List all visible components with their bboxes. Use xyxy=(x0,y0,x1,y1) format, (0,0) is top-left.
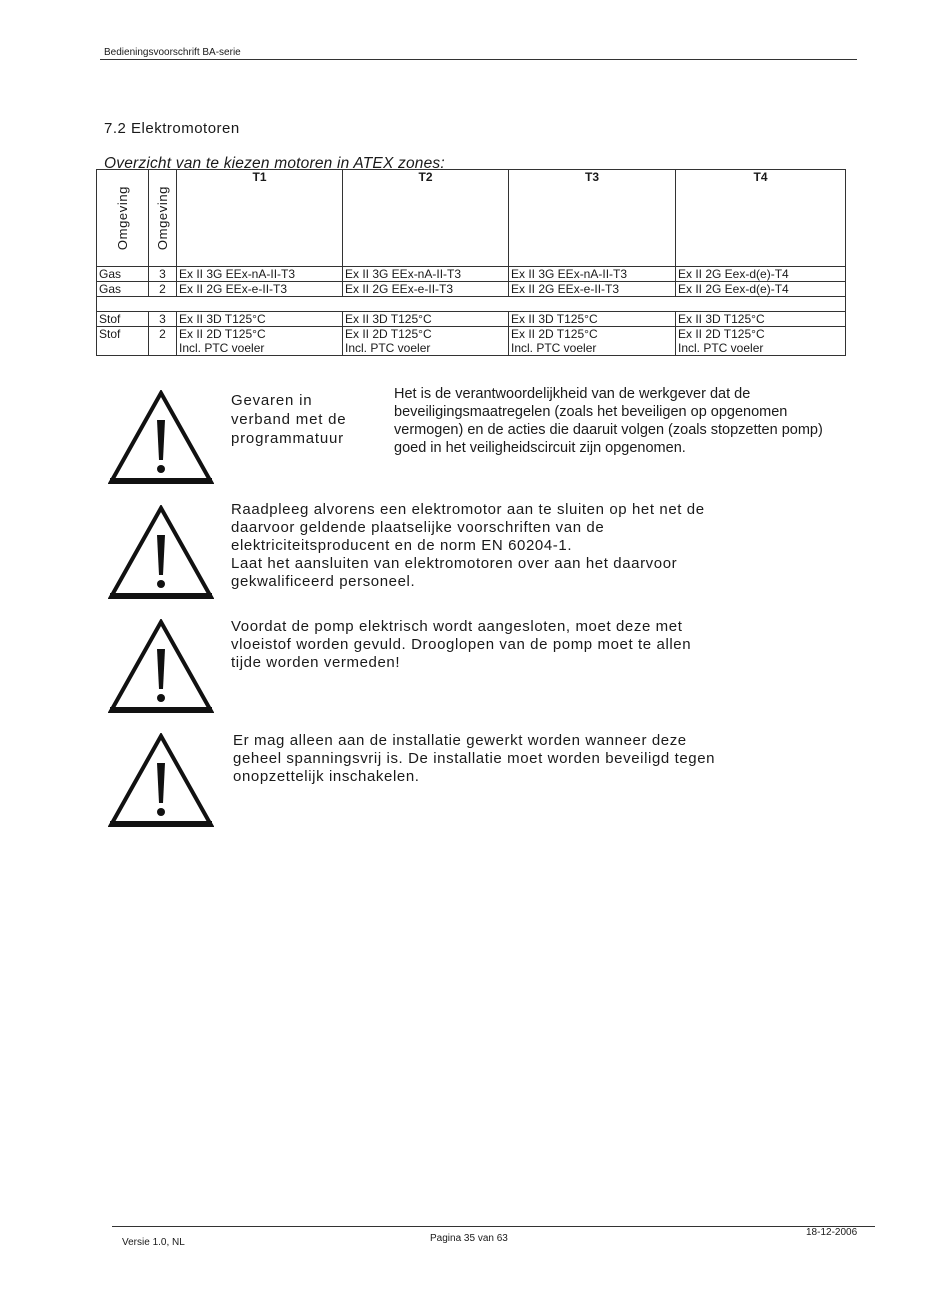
warning-triangle-icon xyxy=(108,505,214,600)
table-row xyxy=(97,312,846,327)
footer-version: Versie 1.0, NL xyxy=(122,1237,185,1248)
cell: Ex II 3D T125°C xyxy=(509,312,676,327)
row-env: Gas xyxy=(97,267,149,282)
warning-text-voltage-free: Er mag alleen aan de installatie gewerkt worden wanneer deze geheel spanningsvrij is. De installatie moet worden beveiligd tegen onopzettelijk inschakelen. xyxy=(233,732,716,785)
cell: Ex II 2D T125°C Incl. PTC voeler xyxy=(509,327,676,356)
warning-text-connection: Raadpleeg alvorens een elektromotor aan te sluiten op het net de daarvoor geldende plaatselijke voorschriften van de elektriciteitsproducent en de norm EN 60204-1. Laat het aansluiten van elektromotoren over aan het daarvoor gekwalificeerd personeel. xyxy=(231,501,705,590)
row-env: Stof xyxy=(97,327,149,356)
cell: Ex II 3G EEx-nA-II-T3 xyxy=(509,267,676,282)
cell: Ex II 2G EEx-e-II-T3 xyxy=(509,282,676,297)
spacer-cell xyxy=(97,297,846,312)
header-env1: Omgeving xyxy=(97,170,149,267)
overview-title: Overzicht van te kiezen motoren in ATEX zones: xyxy=(104,155,445,172)
cell: Ex II 3G EEx-nA-II-T3 xyxy=(343,267,509,282)
row-cat: 3 xyxy=(149,312,177,327)
cell: Ex II 2D T125°C Incl. PTC voeler xyxy=(343,327,509,356)
cell: Ex II 2G Eex-d(e)-T4 xyxy=(676,267,846,282)
warning-triangle-icon xyxy=(108,390,214,485)
warning-text-dry-run: Voordat de pomp elektrisch wordt aangesloten, moet deze met vloeistof worden gevuld. Drooglopen van de pomp moet te allen tijde worden vermeden! xyxy=(231,618,692,671)
page-header-title: Bedieningsvoorschrift BA-serie xyxy=(104,47,241,58)
atex-motor-table xyxy=(96,169,846,356)
row-cat: 2 xyxy=(149,282,177,297)
cell: Ex II 2G EEx-e-II-T3 xyxy=(177,282,343,297)
header-t1: T1 xyxy=(177,170,343,267)
cell: Ex II 3D T125°C xyxy=(676,312,846,327)
cell: Ex II 2G EEx-e-II-T3 xyxy=(343,282,509,297)
row-env: Gas xyxy=(97,282,149,297)
footer-page-number: Pagina 35 van 63 xyxy=(430,1233,508,1244)
warning-triangle-icon xyxy=(108,733,214,828)
cell: Ex II 3D T125°C xyxy=(177,312,343,327)
cell: Ex II 3D T125°C xyxy=(343,312,509,327)
header-t4: T4 xyxy=(676,170,846,267)
header-rule xyxy=(100,59,857,60)
row-env: Stof xyxy=(97,312,149,327)
cell: Ex II 2D T125°C Incl. PTC voeler xyxy=(177,327,343,356)
cell: Ex II 3G EEx-nA-II-T3 xyxy=(177,267,343,282)
warning-triangle-icon xyxy=(108,619,214,714)
header-env2: Omgeving xyxy=(149,170,177,267)
table-spacer-row xyxy=(97,297,846,312)
hazard-label: Gevaren in verband met de programmatuur xyxy=(231,392,347,447)
table-row xyxy=(97,282,846,297)
footer-rule xyxy=(112,1226,875,1227)
section-title: 7.2 Elektromotoren xyxy=(104,120,240,137)
header-t3: T3 xyxy=(509,170,676,267)
row-cat: 3 xyxy=(149,267,177,282)
table-row xyxy=(97,327,846,356)
cell: Ex II 2D T125°C Incl. PTC voeler xyxy=(676,327,846,356)
header-t2: T2 xyxy=(343,170,509,267)
cell: Ex II 2G Eex-d(e)-T4 xyxy=(676,282,846,297)
footer-date: 18-12-2006 xyxy=(806,1227,858,1238)
hazard-body: Het is de verantwoordelijkheid van de werkgever dat de beveiligingsmaatregelen (zoals het beveiligen op opgenomen vermogen) en de acties die daaruit volgen (zoals stopzetten pomp) goed in het veiligheidscircuit zijn opgenomen. xyxy=(394,386,823,456)
row-cat: 2 xyxy=(149,327,177,356)
table-header-row xyxy=(97,170,846,267)
table-row xyxy=(97,267,846,282)
